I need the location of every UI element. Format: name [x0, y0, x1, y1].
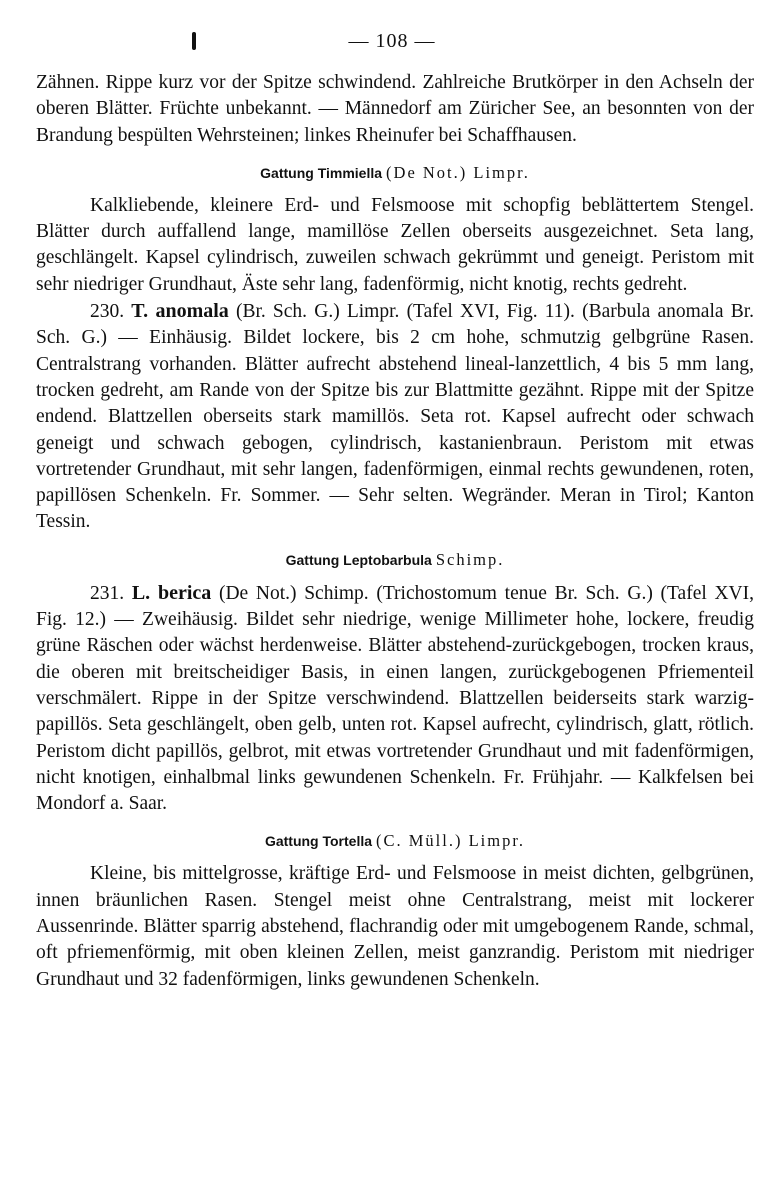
genus-description-timmiella: Kalkliebende, kleinere Erd- und Felsmoose mit schopfig beblättertem Stengel. Blätter durch auffallend lange, mamillöse Zellen oberseits ausgezeichnet. Seta lang, geschlängelt. Kapsel cylindrisch, zuweilen schwach gekrümmt und geneigt. Peristom mit sehr niedriger Grundhaut, Äste sehr lang, fadenförmig, nicht knotig, rechts gedreht.: [36, 194, 754, 295]
page-number: — 108 —: [348, 30, 436, 52]
genus-author: (C. Müll.) Limpr.: [376, 831, 526, 851]
genus-name: Gattung Leptobarbula: [285, 551, 432, 568]
genus-heading-tortella: [36, 831, 754, 852]
genus-name: Gattung Timmiella: [260, 164, 383, 181]
genus-author: Schimp.: [435, 549, 505, 569]
species-description: (Br. Sch. G.) Limpr. (Tafel XVI, Fig. 11). (Barbula anomala Br. Sch. G.) — Einhäusig. Bildet lockere, bis 2 cm hohe, schmutzig gelbgrüne Rasen. Centralstrang vorhanden. Blätter aufrecht abstehend lineal-lanzettlich, 4 bis 5 mm lang, trocken gedreht, am Rande von der Spitze bis zur Blattmitte gezähnt. Rippe mit der Spitze endend. Blattzellen oberseits stark mamillös. Seta rot. Kapsel aufrecht oder schwach geneigt und schwach gebogen, cylindrisch, kastanienbraun. Peristom mit etwas vortretender Grundhaut, mit sehr langen, fadenförmigen, einmal rechts gewundenen, roten, papillösen Schenkeln. Fr. Sommer. — Sehr selten. Wegränder. Meran in Tirol; Kanton Tessin.: [36, 301, 754, 533]
species-number: 231.: [90, 582, 125, 604]
genus-author: (De Not.) Limpr.: [386, 162, 530, 182]
species-number: 230.: [90, 301, 125, 323]
genus-heading-leptobarbula: [36, 550, 754, 571]
genus-name: Gattung Tortella: [264, 833, 373, 850]
page-body: [36, 70, 754, 993]
paragraph-continuation: Zähnen. Rippe kurz vor der Spitze schwindend. Zahlreiche Brutkörper in den Achseln der oberen Blätter. Früchte unbekannt. — Männedorf am Züricher See, an besonnten von der Brandung bespülten Wehrsteinen; linkes Rheinufer bei Schaffhausen.: [36, 72, 754, 146]
genus-heading-timmiella: [36, 163, 754, 184]
species-entry-231: [36, 580, 754, 818]
species-entry-230: [36, 298, 754, 536]
species-name: T. anomala: [131, 300, 229, 323]
species-description: (De Not.) Schimp. (Trichostomum tenue Br. Sch. G.) (Tafel XVI, Fig. 12.) — Zweihäusig. Bildet sehr niedrige, wenige Millimeter hohe, lockere, freudig grüne Räschen oder wächst herdenweise. Blätter abstehend-zurückgebogen, trocken kraus, die oberen mit breitscheidiger Basis, in einen langen, zurückgebogenen Pfriementeil verschmälert. Rippe in der Spitze verschwindend. Blattzellen beiderseits stark warzig-papillös. Seta geschlängelt, oben gelb, unten rot. Kapsel aufrecht, cylindrisch, glatt, rötlich. Peristom dicht papillös, gelbrot, mit etwas vortretender Grundhaut und mit fadenförmigen, nicht knotigen, einhalbmal links gewundenen Schenkeln. Fr. Frühjahr. — Kalkfelsen bei Mondorf a. Saar.: [36, 582, 754, 815]
genus-description-tortella: Kleine, bis mittelgrosse, kräftige Erd- und Felsmoose in meist dichten, gelbgrünen, innen bräunlichen Rasen. Stengel meist ohne Centralstrang, meist mit lockerer Aussenrinde. Blätter sparrig abstehend, flachrandig oder mit umgebogenem Rande, schmal, oft pfriemenförmig, mit oben kleinen Zellen, meist ganzrandig. Peristom mit niedriger Grundhaut und 32 fadenförmigen, links gewundenen Schenkeln.: [36, 863, 754, 990]
species-name: L. berica: [131, 581, 212, 604]
